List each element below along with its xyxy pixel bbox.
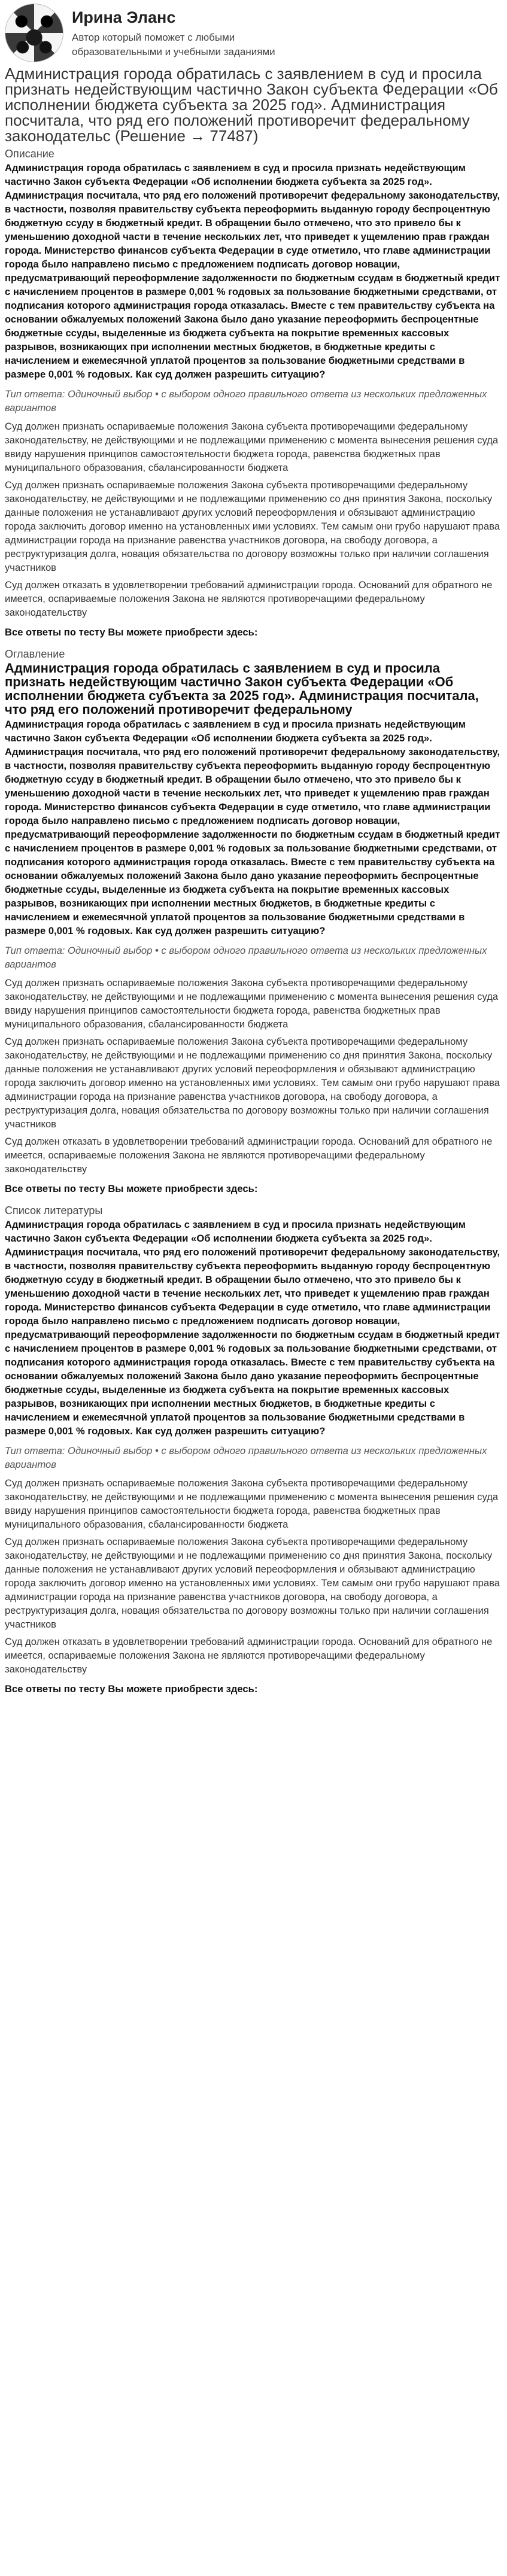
section-bibliography [5,1204,502,1696]
question-text: Администрация города обратилась с заявлением в суд и просила признать недействующим частично Закон субъекта Федерации «Об исполнении бюджета субъекта за 2025 год». Администрация посчитала, что ряд его положений противоречит федеральному законодательству, в частности, позволяя правительству субъекта переоформить выданную городу беспроцентную бюджетную ссуду в бюджетный кредит. В обращении было отмечено, что это привело бы к уменьшению доходной части в течение нескольких лет, что приведет к ущемлению прав граждан города. Министерство финансов субъекта Федерации в суде отметило, что главе администрации города было направлено письмо с предложением подписать договор новации, предусматривающий переоформление задолженности по бюджетным ссудам в бюджетный кредит с начислением процентов в размере 0,001 % годовых за пользование бюджетными средствами, от подписания которого администрация города отказалась. Вместе с тем правительству субъекта на основании обжалуемых положений Закона было дано указание переоформить беспроцентные бюджетные ссуды, выделенные из бюджета субъекта на покрытие временных кассовых разрывов, возникающих при исполнении местных бюджетов, в бюджетные кредиты с начислением и ежемесячной уплатой процентов за пользование бюджетными средствами в размере 0,001 % годовых. Как суд должен разрешить ситуацию? [5,719,500,936]
author-avatar[interactable] [5,4,63,62]
answer-option: Суд должен отказать в удовлетворении требований администрации города. Оснований для обратного не имеется, оспариваемые положения Закона не являются противоречащими федеральному законодательству [5,579,493,618]
question-type: Тип ответа: Одиночный выбор • с выбором одного правильного ответа из нескольких предложенных вариантов [5,1445,487,1470]
question-text: Администрация города обратилась с заявлением в суд и просила признать недействующим частично Закон субъекта Федерации «Об исполнении бюджета субъекта за 2025 год». Администрация посчитала, что ряд его положений противоречит федеральному законодательству, в частности, позволяя правительству субъекта переоформить выданную городу беспроцентную бюджетную ссуду в бюджетный кредит. В обращении было отмечено, что это привело бы к уменьшению доходной части в течение нескольких лет, что приведет к ущемлению прав граждан города. Министерство финансов субъекта Федерации в суде отметило, что главе администрации города было направлено письмо с предложением подписать договор новации, предусматривающий переоформление задолженности по бюджетным ссудам в бюджетный кредит с начислением процентов в размере 0,001 % годовых за пользование бюджетными средствами, от подписания которого администрация города отказалась. Вместе с тем правительству субъекта на основании обжалуемых положений Закона было дано указание переоформить беспроцентные бюджетные ссуды, выделенные из бюджета субъекта на покрытие временных кассовых разрывов, возникающих при исполнении местных бюджетов, в бюджетные кредиты с начислением и ежемесячной уплатой процентов за пользование бюджетными средствами в размере 0,001 % годовых. Как суд должен разрешить ситуацию? [5,162,500,380]
answer-option: Суд должен признать оспариваемые положения Закона субъекта противоречащими федеральному законодательству, не действующими и не подлежащими применению с момента вынесения решения суда ввиду нарушения принципов самостоятельности бюджета города, равенства бюджетных прав муниципального образования, сбалансированности бюджета [5,421,499,473]
author-info [72,7,323,59]
purchase-cta[interactable]: Все ответы по тесту Вы можете приобрести здесь: [5,626,258,638]
section-label-description: Описание [5,148,54,160]
answer-option: Суд должен признать оспариваемые положения Закона субъекта противоречащими федеральному законодательству, не действующими и не подлежащими применению со дня принятия Закона, поскольку данные положения не устанавливают других условий переоформления и обязывают администрацию города заключить договор именно на установленных ими условиях. Тем самым они грубо нарушают права администрации города на признание равенства участников договора, на свободу договора, а реструктуризация долга, новация обязательства по договору возможны только при наличии соглашения участников [5,479,500,573]
section-table-of-contents [5,647,502,1196]
answer-option: Суд должен признать оспариваемые положения Закона субъекта противоречащими федеральному законодательству, не действующими и не подлежащими применению со дня принятия Закона, поскольку данные положения не устанавливают других условий переоформления и обязывают администрацию города заключить договор именно на установленных ими условиях. Тем самым они грубо нарушают права администрации города на признание равенства участников договора, на свободу договора, а реструктуризация долга, новация обязательства по договору возможны только при наличии соглашения участников [5,1536,500,1630]
author-card [5,0,502,57]
question-type: Тип ответа: Одиночный выбор • с выбором одного правильного ответа из нескольких предложенных вариантов [5,388,487,413]
author-bio: Автор который поможет с любыми образовательными и учебными заданиями [72,32,275,57]
question-heading: Администрация города обратилась с заявлением в суд и просила признать недействующим частично Закон субъекта Федерации «Об исполнении бюджета субъекта за 2025 год». Администрация посчитала, что ряд его положений противоречит федеральному [5,661,479,717]
section-label-bibliography: Список литературы [5,1205,103,1216]
page-title: Администрация города обратилась с заявлением в суд и просила признать недействующим частично Закон субъекта Федерации «Об исполнении бюджета субъекта за 2025 год». Администрация посчитала, что ряд его положений противоречит федеральному законодательс (Решение → 77487) [5,65,498,145]
section-description [5,147,502,639]
answer-option: Суд должен отказать в удовлетворении требований администрации города. Оснований для обратного не имеется, оспариваемые положения Закона не являются противоречащими федеральному законодательству [5,1136,493,1175]
question-text: Администрация города обратилась с заявлением в суд и просила признать недействующим частично Закон субъекта Федерации «Об исполнении бюджета субъекта за 2025 год». Администрация посчитала, что ряд его положений противоречит федеральному законодательству, в частности, позволяя правительству субъекта переоформить выданную городу беспроцентную бюджетную ссуду в бюджетный кредит. В обращении было отмечено, что это привело бы к уменьшению доходной части в течение нескольких лет, что приведет к ущемлению прав граждан города. Министерство финансов субъекта Федерации в суде отметило, что главе администрации города было направлено письмо с предложением подписать договор новации, предусматривающий переоформление задолженности по бюджетным ссудам в бюджетный кредит с начислением процентов в размере 0,001 % годовых за пользование бюджетными средствами, от подписания которого администрация города отказалась. Вместе с тем правительству субъекта на основании обжалуемых положений Закона было дано указание переоформить беспроцентные бюджетные ссуды, выделенные из бюджета субъекта на покрытие временных кассовых разрывов, возникающих при исполнении местных бюджетов, в бюджетные кредиты с начислением и ежемесячной уплатой процентов за пользование бюджетными средствами в размере 0,001 % годовых. Как суд должен разрешить ситуацию? [5,1219,500,1437]
author-name[interactable]: Ирина Эланс [72,8,176,26]
answer-option: Суд должен признать оспариваемые положения Закона субъекта противоречащими федеральному законодательству, не действующими и не подлежащими применению с момента вынесения решения суда ввиду нарушения принципов самостоятельности бюджета города, равенства бюджетных прав муниципального образования, сбалансированности бюджета [5,1477,499,1530]
purchase-cta[interactable]: Все ответы по тесту Вы можете приобрести здесь: [5,1683,258,1695]
answer-option: Суд должен признать оспариваемые положения Закона субъекта противоречащими федеральному законодательству, не действующими и не подлежащими применению с момента вынесения решения суда ввиду нарушения принципов самостоятельности бюджета города, равенства бюджетных прав муниципального образования, сбалансированности бюджета [5,977,499,1030]
question-type: Тип ответа: Одиночный выбор • с выбором одного правильного ответа из нескольких предложенных вариантов [5,945,487,970]
section-label-toc: Оглавление [5,648,65,660]
answer-option: Суд должен отказать в удовлетворении требований администрации города. Оснований для обратного не имеется, оспариваемые положения Закона не являются противоречащими федеральному законодательству [5,1636,493,1675]
purchase-cta[interactable]: Все ответы по тесту Вы можете приобрести здесь: [5,1183,258,1194]
answer-option: Суд должен признать оспариваемые положения Закона субъекта противоречащими федеральному законодательству, не действующими и не подлежащими применению со дня принятия Закона, поскольку данные положения не устанавливают других условий переоформления и обязывают администрацию города заключить договор именно на установленных ими условиях. Тем самым они грубо нарушают права администрации города на признание равенства участников договора, на свободу договора, а реструктуризация долга, новация обязательства по договору возможны только при наличии соглашения участников [5,1036,500,1130]
